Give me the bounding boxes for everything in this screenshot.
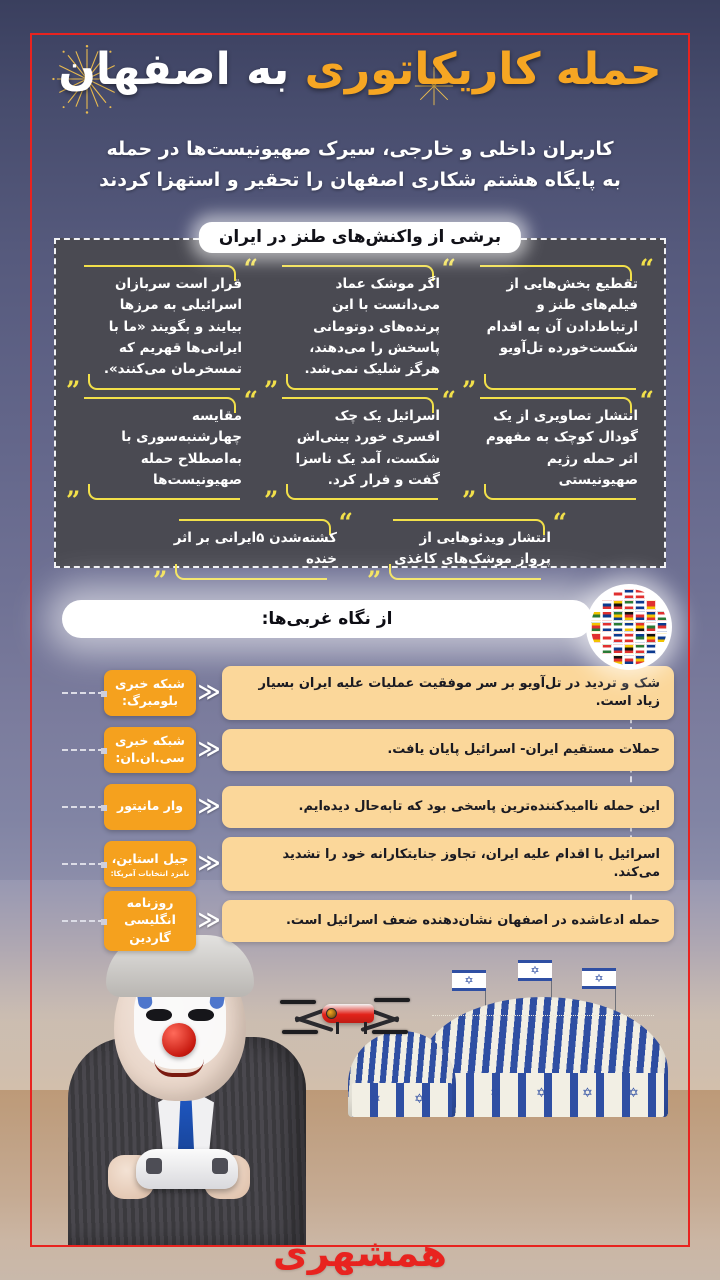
row-connector — [62, 749, 104, 751]
quote-text: قرار است سربازان اسرائیلی به مرزها بیایند و بگویند «ما با ایرانی‌ها قهریم که تمسخرمان می‌کنند». — [103, 276, 242, 378]
quote-text: انتشار تصاویری از یک گودال کوچک به مفهوم اثر حمله رژیم صهیونیستی — [485, 408, 638, 488]
israeli-flag-icon: ✡ — [582, 968, 616, 989]
row-connector — [62, 920, 104, 922]
globe-flag-grid — [591, 589, 667, 665]
statement-text: حمله ادعاشده در اصفهان نشان‌دهنده ضعف اسرائیل است. — [222, 900, 674, 942]
tent-skirt: ✡ ✡ ✡ ✡ — [422, 1073, 664, 1117]
close-quote-icon: ” — [367, 565, 382, 595]
title-plain-part: به اصفهان — [58, 44, 290, 95]
clown-nose — [162, 1023, 196, 1057]
quote-card — [367, 508, 567, 595]
quote-card — [66, 254, 258, 405]
quote-row-3 — [66, 508, 654, 595]
open-quote-icon: “ — [639, 386, 654, 415]
quote-row-2 — [66, 386, 654, 516]
iran-quotes-panel — [54, 238, 666, 595]
quote-text: تقطیع بخش‌هایی از فیلم‌های طنز و ارتباط‌دادن آن به اقدام شکست‌خورده تل‌آویو — [486, 276, 638, 356]
row-connector — [62, 863, 104, 865]
source-label: شبکه خبری بلومبرگ: — [115, 675, 185, 708]
close-quote-icon: ” — [66, 486, 81, 516]
source-badge — [104, 841, 196, 887]
subtitle-line-1: کاربران داخلی و خارجی، سیرک صهیونیست‌ها در حمله — [106, 138, 614, 160]
open-quote-icon: “ — [552, 508, 567, 537]
bracket-bottom — [484, 374, 636, 390]
source-label: شبکه خبری سی.ان.ان: — [115, 732, 185, 765]
row-connector — [62, 692, 104, 694]
double-chevron-left-icon: ≪ — [197, 851, 221, 876]
west-row — [62, 895, 674, 945]
netanyahu-clown-figure — [62, 935, 312, 1245]
quote-row-1 — [66, 254, 654, 405]
israeli-flag-icon: ✡ — [452, 970, 486, 991]
west-row — [62, 727, 674, 773]
row-connector — [62, 806, 104, 808]
game-controller-icon — [136, 1149, 238, 1189]
quote-text: کشته‌شدن ۵ایرانی بر اثر خنده — [173, 530, 337, 568]
source-badge — [104, 670, 196, 716]
close-quote-icon: ” — [66, 375, 81, 405]
quote-card — [264, 386, 456, 516]
statement-text: این حمله ناامیدکننده‌ترین پاسخی بود که تابه‌حال دیده‌ایم. — [222, 786, 674, 828]
statement-text: حملات مستقیم ایران- اسرائیل پایان یافت. — [222, 729, 674, 771]
open-quote-icon: “ — [639, 254, 654, 283]
bottom-illustration — [32, 930, 688, 1245]
close-quote-icon: ” — [462, 375, 477, 405]
quote-text: انتشار ویدئوهایی از پرواز موشک‌های کاغذی — [394, 530, 551, 568]
west-section-banner — [62, 600, 592, 638]
tent-skirt: ✡ ✡ — [352, 1083, 452, 1117]
close-quote-icon: ” — [264, 486, 279, 516]
source-label: جیل استاین، — [111, 850, 189, 866]
west-row — [62, 670, 674, 716]
double-chevron-left-icon: ≪ — [197, 680, 221, 705]
quote-card — [462, 254, 654, 405]
open-quote-icon: “ — [338, 508, 353, 537]
drone-camera-icon — [326, 1008, 337, 1019]
close-quote-icon: ” — [264, 375, 279, 405]
quote-text: اگر موشک عماد می‌دانست با این پرنده‌های دوتومانی پاسخش را می‌دهند، هرگز شلیک نمی‌شد. — [304, 276, 440, 378]
open-quote-icon: “ — [243, 254, 258, 283]
west-row — [62, 784, 674, 830]
double-chevron-left-icon: ≪ — [197, 908, 221, 933]
source-badge — [104, 784, 196, 830]
source-label: وار مانیتور — [117, 798, 183, 814]
world-flags-globe-icon — [586, 584, 672, 670]
quote-card — [264, 254, 456, 405]
publisher-logo-text: همشهری — [272, 1231, 448, 1275]
source-label: روزنامه انگلیسی گاردین — [124, 895, 176, 945]
quote-card — [153, 508, 353, 595]
open-quote-icon: “ — [441, 386, 456, 415]
bunting — [432, 1015, 654, 1029]
double-chevron-left-icon: ≪ — [197, 794, 221, 819]
open-quote-icon: “ — [441, 254, 456, 283]
west-banner-label: از نگاه غربی‌ها: — [261, 609, 393, 629]
close-quote-icon: ” — [153, 565, 168, 595]
publisher-logo — [272, 1231, 448, 1275]
source-badge — [104, 891, 196, 951]
eye — [188, 1009, 214, 1021]
open-quote-icon: “ — [243, 386, 258, 415]
west-statements-list — [62, 670, 674, 955]
close-quote-icon: ” — [462, 486, 477, 516]
source-badge — [104, 727, 196, 773]
iran-section-banner: برشی از واکنش‌های طنز در ایران — [199, 222, 521, 253]
title-accent-part: حمله کاریکاتوری — [304, 44, 662, 95]
israeli-flag-icon: ✡ — [518, 960, 552, 981]
quote-text: مقایسه چهارشنبه‌سوری با به‌اصطلاح حمله صهیونیست‌ها — [121, 408, 242, 488]
double-chevron-left-icon: ≪ — [197, 737, 221, 762]
quote-card — [462, 386, 654, 516]
quote-card — [66, 386, 258, 516]
statement-text: اسرائیل با اقدام علیه ایران، تجاوز جنایتکارانه خود را تشدید می‌کند. — [222, 837, 674, 891]
eye — [146, 1009, 172, 1021]
source-sublabel: نامزد انتخابات آمریکا: — [110, 869, 190, 879]
page-title — [40, 44, 680, 96]
quote-text: اسرائیل یک چک افسری خورد بینی‌اش شکست، آمد یک ناسزا گفت و فرار کرد. — [295, 408, 440, 488]
subtitle — [60, 134, 660, 196]
statement-text: شک و تردید در تل‌آویو بر سر موفقیت عملیات علیه ایران بسیار زیاد است. — [222, 666, 674, 720]
subtitle-line-2: به پایگاه هشتم شکاری اصفهان را تحقیر و استهزا کردند — [99, 168, 621, 191]
west-row — [62, 841, 674, 887]
